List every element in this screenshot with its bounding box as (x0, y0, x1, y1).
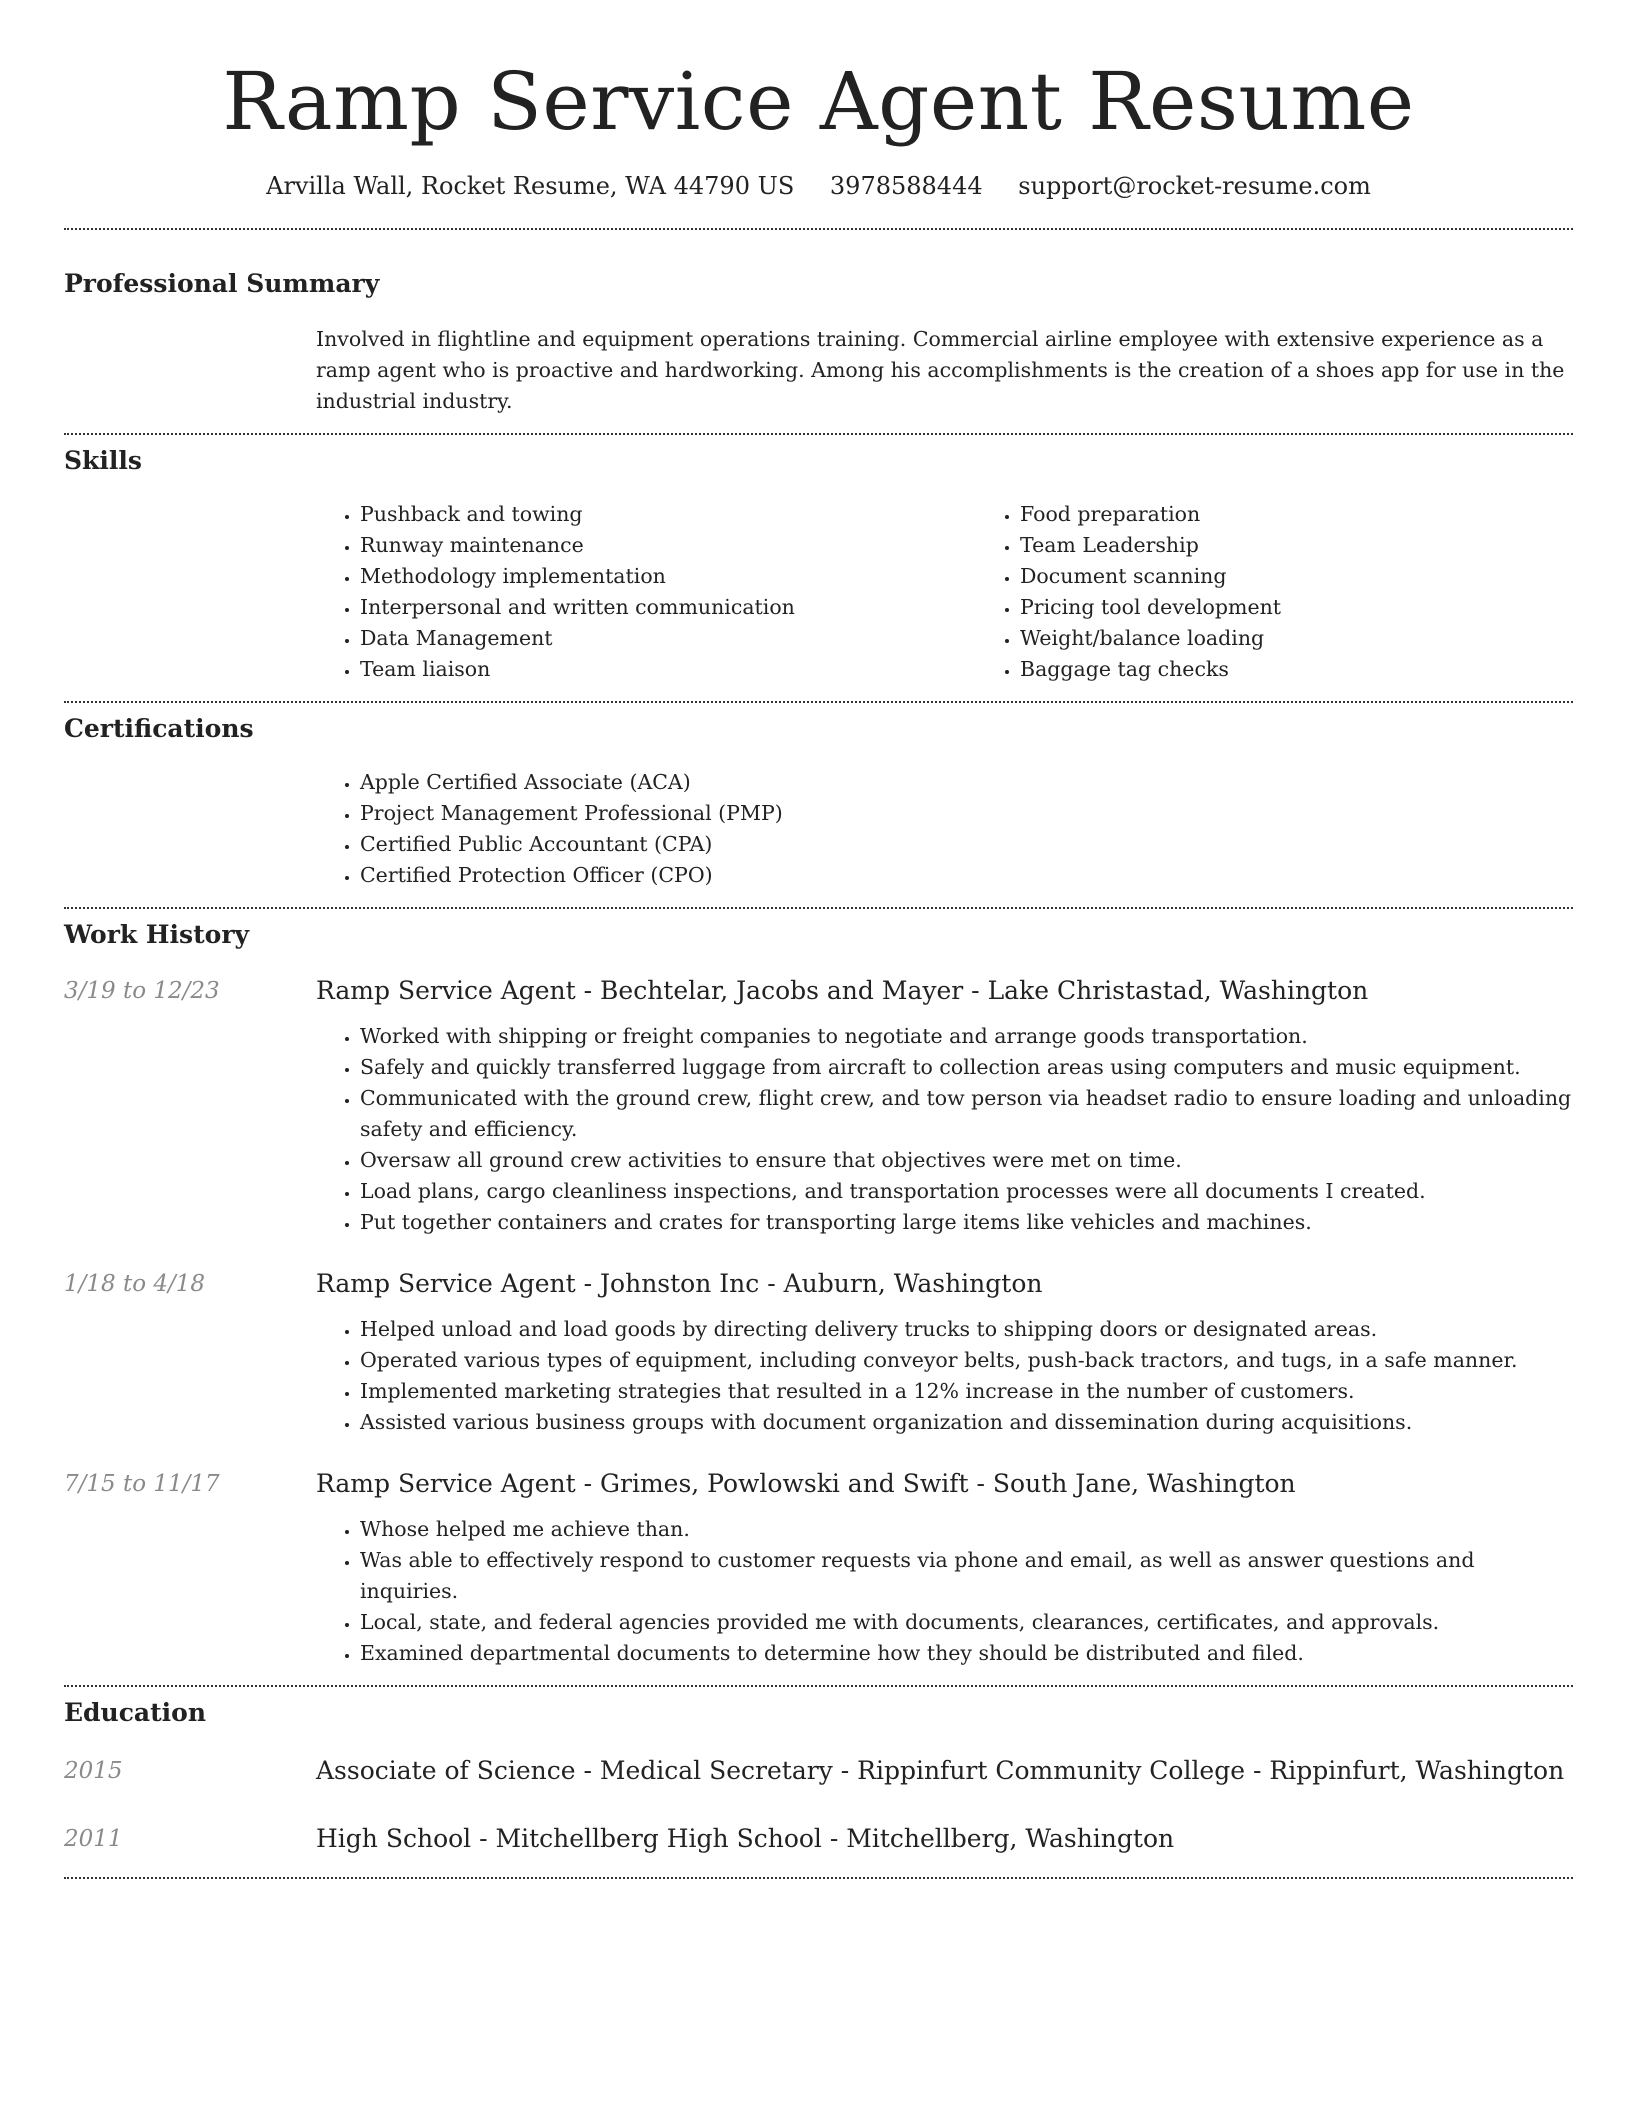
contact-email: support@rocket-resume.com (1018, 172, 1371, 200)
contact-phone: 3978588444 (829, 172, 983, 200)
skill-item: • Pricing tool development (1020, 592, 1632, 623)
job-bullet: • Load plans, cargo cleanliness inspections, and transportation processes were all documents I created. (360, 1176, 1573, 1207)
section-heading-work-history: Work History (64, 920, 250, 949)
education-year: 2011 (64, 1826, 123, 1852)
divider (64, 433, 1573, 435)
resume-title: Ramp Service Agent Resume (222, 55, 1415, 148)
job-bullet: • Implemented marketing strategies that resulted in a 12% increase in the number of customers. (360, 1376, 1573, 1407)
skill-item: • Data Management (360, 623, 976, 654)
skills-row (64, 499, 1573, 685)
section-heading-skills: Skills (64, 446, 142, 475)
job-bullet: • Worked with shipping or freight companies to negotiate and arrange goods transportation. (360, 1021, 1573, 1052)
job-bullet: • Whose helped me achieve than. (360, 1514, 1573, 1545)
resume-page (64, 0, 1573, 1879)
education-year: 2015 (64, 1758, 123, 1784)
certification-item: • Certified Public Accountant (CPA) (360, 829, 1573, 860)
job-title: Ramp Service Agent - Bechtelar, Jacobs and Mayer - Lake Christastad, Washington (316, 976, 1369, 1005)
job-bullet: • Helped unload and load goods by directing delivery trucks to shipping doors or designated areas. (360, 1314, 1573, 1345)
skills-list-right (976, 499, 1632, 685)
skill-item: • Methodology implementation (360, 561, 976, 592)
summary-row (64, 324, 1573, 417)
certification-item: • Apple Certified Associate (ACA) (360, 767, 1573, 798)
job-entry (64, 1268, 1573, 1438)
job-bullet: • Operated various types of equipment, including conveyor belts, push-back tractors, and tugs, in a safe manner. (360, 1345, 1573, 1376)
job-bullet: • Examined departmental documents to determine how they should be distributed and filed. (360, 1638, 1573, 1669)
job-bullet: • Communicated with the ground crew, flight crew, and tow person via headset radio to ensure loading and unloading safety and efficiency. (360, 1083, 1573, 1145)
education-title: Associate of Science - Medical Secretary - Rippinfurt Community College - Rippinfurt, Washington (316, 1756, 1565, 1785)
job-dates: 1/18 to 4/18 (64, 1271, 206, 1297)
section-heading-education: Education (64, 1698, 207, 1727)
divider (64, 1685, 1573, 1687)
skill-item: • Team Leadership (1020, 530, 1632, 561)
certification-item: • Project Management Professional (PMP) (360, 798, 1573, 829)
job-bullet: • Put together containers and crates for transporting large items like vehicles and machines. (360, 1207, 1573, 1238)
contact-address: Arvilla Wall, Rocket Resume, WA 44790 US (266, 172, 795, 200)
education-section (64, 1697, 1573, 1855)
skills-list-left (316, 499, 976, 685)
skill-item: • Weight/balance loading (1020, 623, 1632, 654)
job-entry (64, 1468, 1573, 1669)
contact-line (64, 170, 1573, 202)
divider (64, 907, 1573, 909)
divider (64, 701, 1573, 703)
job-bullet: • Was able to effectively respond to customer requests via phone and email, as well as answer questions and inquiries. (360, 1545, 1573, 1607)
skill-item: • Runway maintenance (360, 530, 976, 561)
job-bullets (316, 1021, 1573, 1238)
work-history-section (64, 919, 1573, 1669)
job-bullets (316, 1514, 1573, 1669)
skill-item: • Food preparation (1020, 499, 1632, 530)
job-dates: 7/15 to 11/17 (64, 1471, 220, 1497)
certifications-section (64, 713, 1573, 891)
job-bullet: • Safely and quickly transferred luggage from aircraft to collection areas using computers and music equipment. (360, 1052, 1573, 1083)
education-title: High School - Mitchellberg High School - Mitchellberg, Washington (316, 1824, 1175, 1853)
job-title: Ramp Service Agent - Grimes, Powlowski and Swift - South Jane, Washington (316, 1469, 1296, 1498)
skill-item: • Pushback and towing (360, 499, 976, 530)
job-entry (64, 975, 1573, 1238)
certification-item: • Certified Protection Officer (CPO) (360, 860, 1573, 891)
skills-section (64, 445, 1573, 685)
skill-item: • Document scanning (1020, 561, 1632, 592)
section-heading-summary: Professional Summary (64, 269, 380, 298)
job-bullet: • Assisted various business groups with document organization and dissemination during acquisitions. (360, 1407, 1573, 1438)
skill-item: • Baggage tag checks (1020, 654, 1632, 685)
job-bullet: • Oversaw all ground crew activities to ensure that objectives were met on time. (360, 1145, 1573, 1176)
summary-text: Involved in flightline and equipment operations training. Commercial airline employee with extensive experience as a ramp agent who is proactive and hardworking. Among his accomplishments is the creation of a shoes app for use in the industrial industry. (316, 327, 1565, 413)
job-dates: 3/19 to 12/23 (64, 978, 220, 1004)
job-bullet: • Local, state, and federal agencies provided me with documents, clearances, certificates, and approvals. (360, 1607, 1573, 1638)
summary-section (64, 268, 1573, 417)
section-heading-certifications: Certifications (64, 714, 254, 743)
job-title: Ramp Service Agent - Johnston Inc - Auburn, Washington (316, 1269, 1043, 1298)
education-entry (64, 1823, 1573, 1855)
divider (64, 228, 1573, 230)
divider (64, 1877, 1573, 1879)
skill-item: • Interpersonal and written communication (360, 592, 976, 623)
skill-item: • Team liaison (360, 654, 976, 685)
education-entry (64, 1755, 1573, 1787)
certifications-list (316, 767, 1573, 891)
certifications-row (64, 767, 1573, 891)
job-bullets (316, 1314, 1573, 1438)
